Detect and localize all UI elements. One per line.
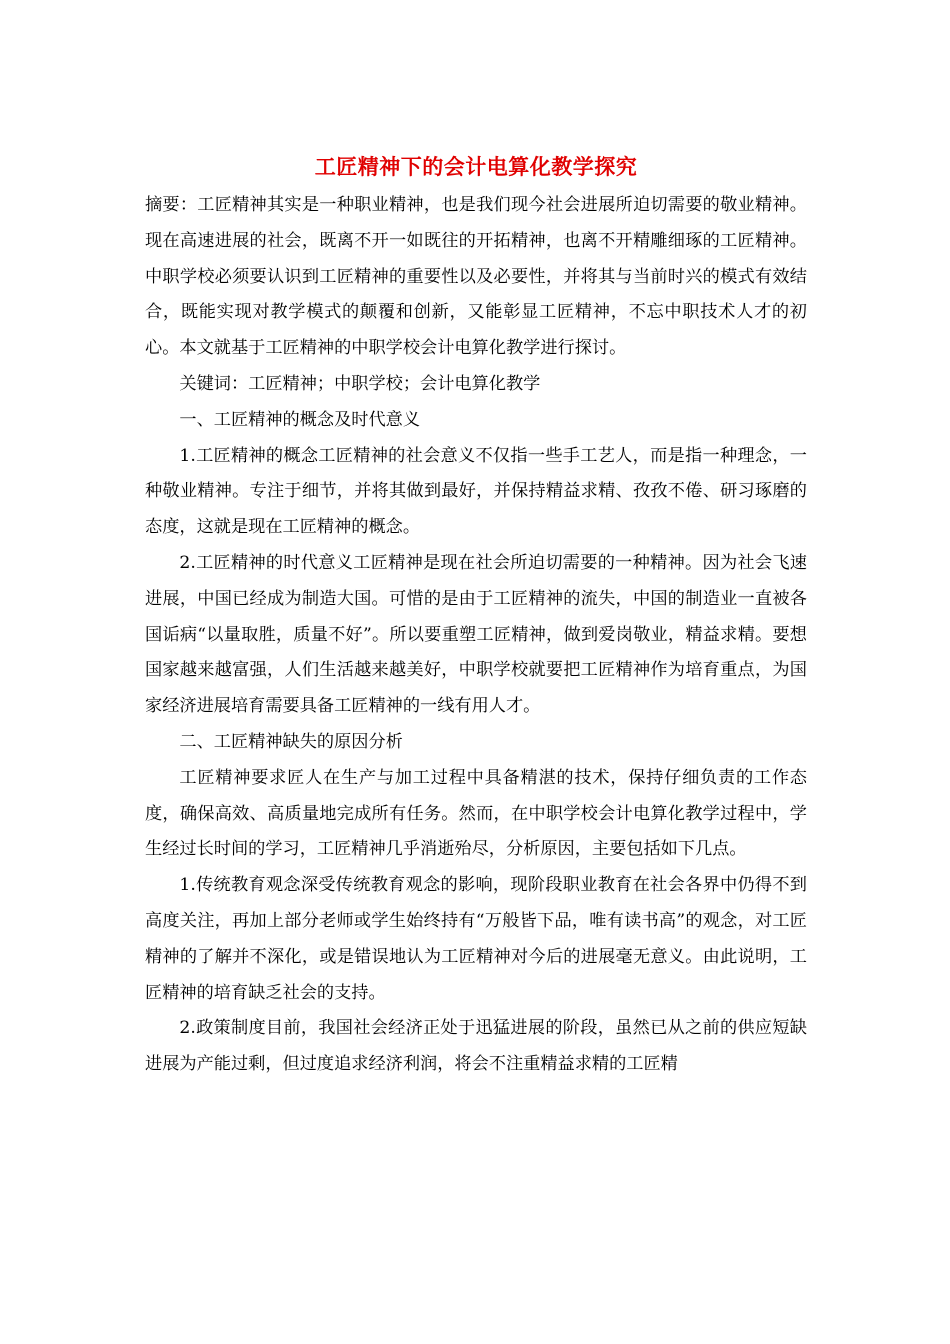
abstract-paragraph: 摘要：工匠精神其实是一种职业精神，也是我们现今社会进展所迫切需要的敬业精神。现在高速进展的社会，既离不开一如既往的开拓精神，也离不开精雕细琢的工匠精神。中职学校必须要认识到工匠精神的重要性以及必要性，并将其与当前时兴的模式有效结合，既能实现对教学模式的颠覆和创新，又能彰显工匠精神，不忘中职技术人才的初心。本文就基于工匠精神的中职学校会计电算化教学进行探讨。 [145,195,807,359]
section-heading-1: 一、工匠精神的概念及时代意义 [179,409,421,430]
body-paragraph: 1.传统教育观念深受传统教育观念的影响，现阶段职业教育在社会各界中仍得不到高度关注，再加上部分老师或学生始终持有“万般皆下品，唯有读书高”的观念，对工匠精神的了解并不深化，或是错误地认为工匠精神对今后的进展毫无意义。由此说明，工匠精神的培育缺乏社会的支持。 [145,875,807,1003]
document-title: 工匠精神下的会计电算化教学探究 [314,154,638,179]
body-paragraph: 工匠精神要求匠人在生产与加工过程中具备精湛的技术，保持仔细负责的工作态度，确保高效、高质量地完成所有任务。然而，在中职学校会计电算化教学过程中，学生经过长时间的学习，工匠精神几乎消逝殆尽，分析原因，主要包括如下几点。 [145,767,807,860]
section-heading-2: 二、工匠精神缺失的原因分析 [179,731,403,752]
body-paragraph: 2.政策制度目前，我国社会经济正处于迅猛进展的阶段，虽然已从之前的供应短缺进展为产能过剩，但过度追求经济利润，将会不注重精益求精的工匠精 [145,1018,807,1075]
keywords-paragraph: 关键词：工匠精神；中职学校；会计电算化教学 [179,373,541,394]
body-paragraph: 1.工匠精神的概念工匠精神的社会意义不仅指一些手工艺人，而是指一种理念，一种敬业精神。专注于细节，并将其做到最好，并保持精益求精、孜孜不倦、研习琢磨的态度，这就是现在工匠精神的概念。 [145,445,807,538]
document-body [145,150,807,1083]
body-paragraph: 2.工匠精神的时代意义工匠精神是现在社会所迫切需要的一种精神。因为社会飞速进展，中国已经成为制造大国。可惜的是由于工匠精神的流失，中国的制造业一直被各国诟病“以量取胜，质量不好”。所以要重塑工匠精神，做到爱岗敬业，精益求精。要想国家越来越富强，人们生活越来越美好，中职学校就要把工匠精神作为培育重点，为国家经济进展培育需要具备工匠精神的一线有用人才。 [145,552,807,717]
